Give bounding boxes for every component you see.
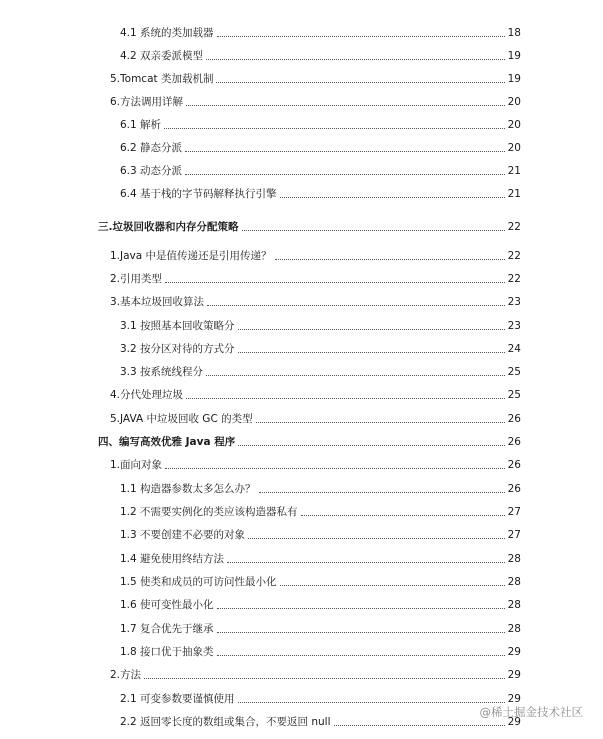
toc-entry-title: 2.2 返回零长度的数组或集合，不要返回 null — [120, 716, 331, 728]
toc-entry-page-number: 19 — [507, 73, 521, 85]
toc-entry-title: 4.2 双亲委派模型 — [120, 50, 204, 62]
dot-leader — [217, 655, 505, 656]
toc-entry[interactable] — [0, 363, 603, 379]
dot-leader — [186, 398, 505, 399]
dot-leader — [275, 259, 505, 260]
toc-entry-title: 1.7 复合优先于继承 — [120, 623, 214, 635]
dot-leader — [207, 305, 505, 306]
toc-entry-page-number: 29 — [507, 693, 521, 705]
toc-entry[interactable] — [0, 573, 603, 589]
toc-entry-title: 三.垃圾回收器和内存分配策略 — [98, 221, 239, 233]
toc-entry[interactable] — [0, 293, 603, 309]
toc-entry[interactable] — [0, 526, 603, 542]
toc-entry-title: 1.6 使可变性最小化 — [120, 599, 214, 611]
toc-entry-title: 3.1 按照基本回收策略分 — [120, 320, 235, 332]
toc-entry-title: 2.引用类型 — [110, 273, 163, 285]
toc-entry-title: 3.基本垃圾回收算法 — [110, 296, 205, 308]
toc-entry-page-number: 28 — [507, 599, 521, 611]
dot-leader — [206, 375, 505, 376]
toc-entry-page-number: 27 — [507, 506, 521, 518]
toc-entry-page-number: 25 — [507, 366, 521, 378]
toc-entry[interactable] — [0, 47, 603, 63]
toc-entry-title: 1.3 不要创建不必要的对象 — [120, 529, 246, 541]
toc-entry-page-number: 29 — [507, 646, 521, 658]
toc-entry-page-number: 18 — [507, 27, 521, 39]
toc-entry[interactable] — [0, 162, 603, 178]
toc-entry-page-number: 28 — [507, 553, 521, 565]
toc-entry-page-number: 24 — [507, 343, 521, 355]
toc-entry-title: 6.3 动态分派 — [120, 165, 183, 177]
dot-leader — [185, 174, 505, 175]
toc-entry-title: 5.Tomcat 类加载机制 — [110, 73, 214, 85]
dot-leader — [334, 725, 505, 726]
toc-entry[interactable] — [0, 270, 603, 286]
toc-entry-title: 1.面向对象 — [110, 459, 163, 471]
toc-entry-title: 1.5 使类和成员的可访问性最小化 — [120, 576, 277, 588]
toc-entry[interactable] — [0, 247, 603, 263]
toc-entry-page-number: 20 — [507, 119, 521, 131]
toc-entry-title: 2.1 可变参数要谨慎使用 — [120, 693, 235, 705]
toc-entry-page-number: 20 — [507, 142, 521, 154]
toc-entry[interactable] — [0, 666, 603, 682]
toc-entry-title: 1.4 避免使用终结方法 — [120, 553, 225, 565]
toc-entry-title: 6.2 静态分派 — [120, 142, 183, 154]
dot-leader — [238, 702, 505, 703]
toc-entry[interactable] — [0, 620, 603, 636]
dot-leader — [227, 562, 505, 563]
toc-entry-page-number: 26 — [507, 483, 521, 495]
toc-entry-title: 1.Java 中是值传递还是引用传递？ — [110, 250, 272, 262]
toc-entry-title: 3.2 按分区对待的方式分 — [120, 343, 235, 355]
toc-entry-title: 2.方法 — [110, 669, 142, 681]
toc-entry-page-number: 29 — [507, 669, 521, 681]
toc-entry-title: 1.2 不需要实例化的类应该构造器私有 — [120, 506, 298, 518]
toc-entry-title: 四、编写高效优雅 Java 程序 — [98, 436, 236, 448]
toc-entry-page-number: 26 — [507, 413, 521, 425]
toc-entry-title: 6.方法调用详解 — [110, 96, 184, 108]
toc-entry-title: 5.JAVA 中垃圾回收 GC 的类型 — [110, 413, 253, 425]
dot-leader — [185, 151, 505, 152]
toc-entry[interactable] — [0, 503, 603, 519]
dot-leader — [248, 538, 505, 539]
toc-entry[interactable] — [0, 24, 603, 40]
toc-entry[interactable] — [0, 340, 603, 356]
toc-entry-page-number: 21 — [507, 165, 521, 177]
dot-leader — [165, 282, 505, 283]
toc-entry-title: 1.1 构造器参数太多怎么办？ — [120, 483, 256, 495]
toc-entry-page-number: 20 — [507, 96, 521, 108]
toc-entry[interactable] — [0, 433, 603, 449]
toc-entry[interactable] — [0, 386, 603, 402]
toc-entry-page-number: 22 — [507, 250, 521, 262]
toc-entry[interactable] — [0, 185, 603, 201]
dot-leader — [280, 585, 505, 586]
toc-entry-title: 3.3 按系统线程分 — [120, 366, 204, 378]
toc-entry-title: 4.分代处理垃圾 — [110, 389, 184, 401]
toc-entry[interactable] — [0, 317, 603, 333]
dot-leader — [186, 105, 505, 106]
toc-entry-page-number: 26 — [507, 459, 521, 471]
dot-leader — [256, 422, 505, 423]
dot-leader — [238, 329, 505, 330]
toc-entry-page-number: 23 — [507, 296, 521, 308]
toc-entry-page-number: 29 — [507, 716, 521, 728]
dot-leader — [301, 515, 505, 516]
dot-leader — [164, 128, 505, 129]
toc-entry[interactable] — [0, 70, 603, 86]
toc-entry-page-number: 25 — [507, 389, 521, 401]
dot-leader — [242, 230, 506, 231]
dot-leader — [238, 445, 505, 446]
toc-entry-page-number: 28 — [507, 576, 521, 588]
dot-leader — [206, 59, 505, 60]
toc-entry-page-number: 22 — [507, 273, 521, 285]
dot-leader — [216, 82, 505, 83]
toc-entry-page-number: 19 — [507, 50, 521, 62]
dot-leader — [280, 197, 505, 198]
toc-entry-page-number: 27 — [507, 529, 521, 541]
toc-entry-title: 4.1 系统的类加载器 — [120, 27, 214, 39]
dot-leader — [144, 678, 505, 679]
dot-leader — [217, 36, 505, 37]
toc-entry[interactable] — [0, 596, 603, 612]
toc-entry[interactable] — [0, 550, 603, 566]
toc-entry-page-number: 22 — [507, 221, 521, 233]
toc-entry[interactable] — [0, 116, 603, 132]
toc-entry[interactable] — [0, 643, 603, 659]
watermark: @稀土掘金技术社区 — [479, 705, 583, 719]
toc-entry[interactable] — [0, 456, 603, 472]
toc-entry[interactable] — [0, 410, 603, 426]
dot-leader — [217, 608, 505, 609]
toc-entry-page-number: 28 — [507, 623, 521, 635]
toc-entry-page-number: 26 — [507, 436, 521, 448]
toc-entry-title: 6.4 基于栈的字节码解释执行引擎 — [120, 188, 277, 200]
toc-entry[interactable] — [0, 139, 603, 155]
toc-entry[interactable] — [0, 480, 603, 496]
dot-leader — [259, 492, 505, 493]
toc-entry[interactable] — [0, 93, 603, 109]
dot-leader — [238, 352, 505, 353]
toc-entry[interactable] — [0, 218, 603, 234]
toc-entry-page-number: 23 — [507, 320, 521, 332]
toc-entry-title: 1.8 接口优于抽象类 — [120, 646, 214, 658]
dot-leader — [165, 468, 505, 469]
toc-entry-page-number: 21 — [507, 188, 521, 200]
toc-entry-title: 6.1 解析 — [120, 119, 162, 131]
dot-leader — [217, 632, 505, 633]
